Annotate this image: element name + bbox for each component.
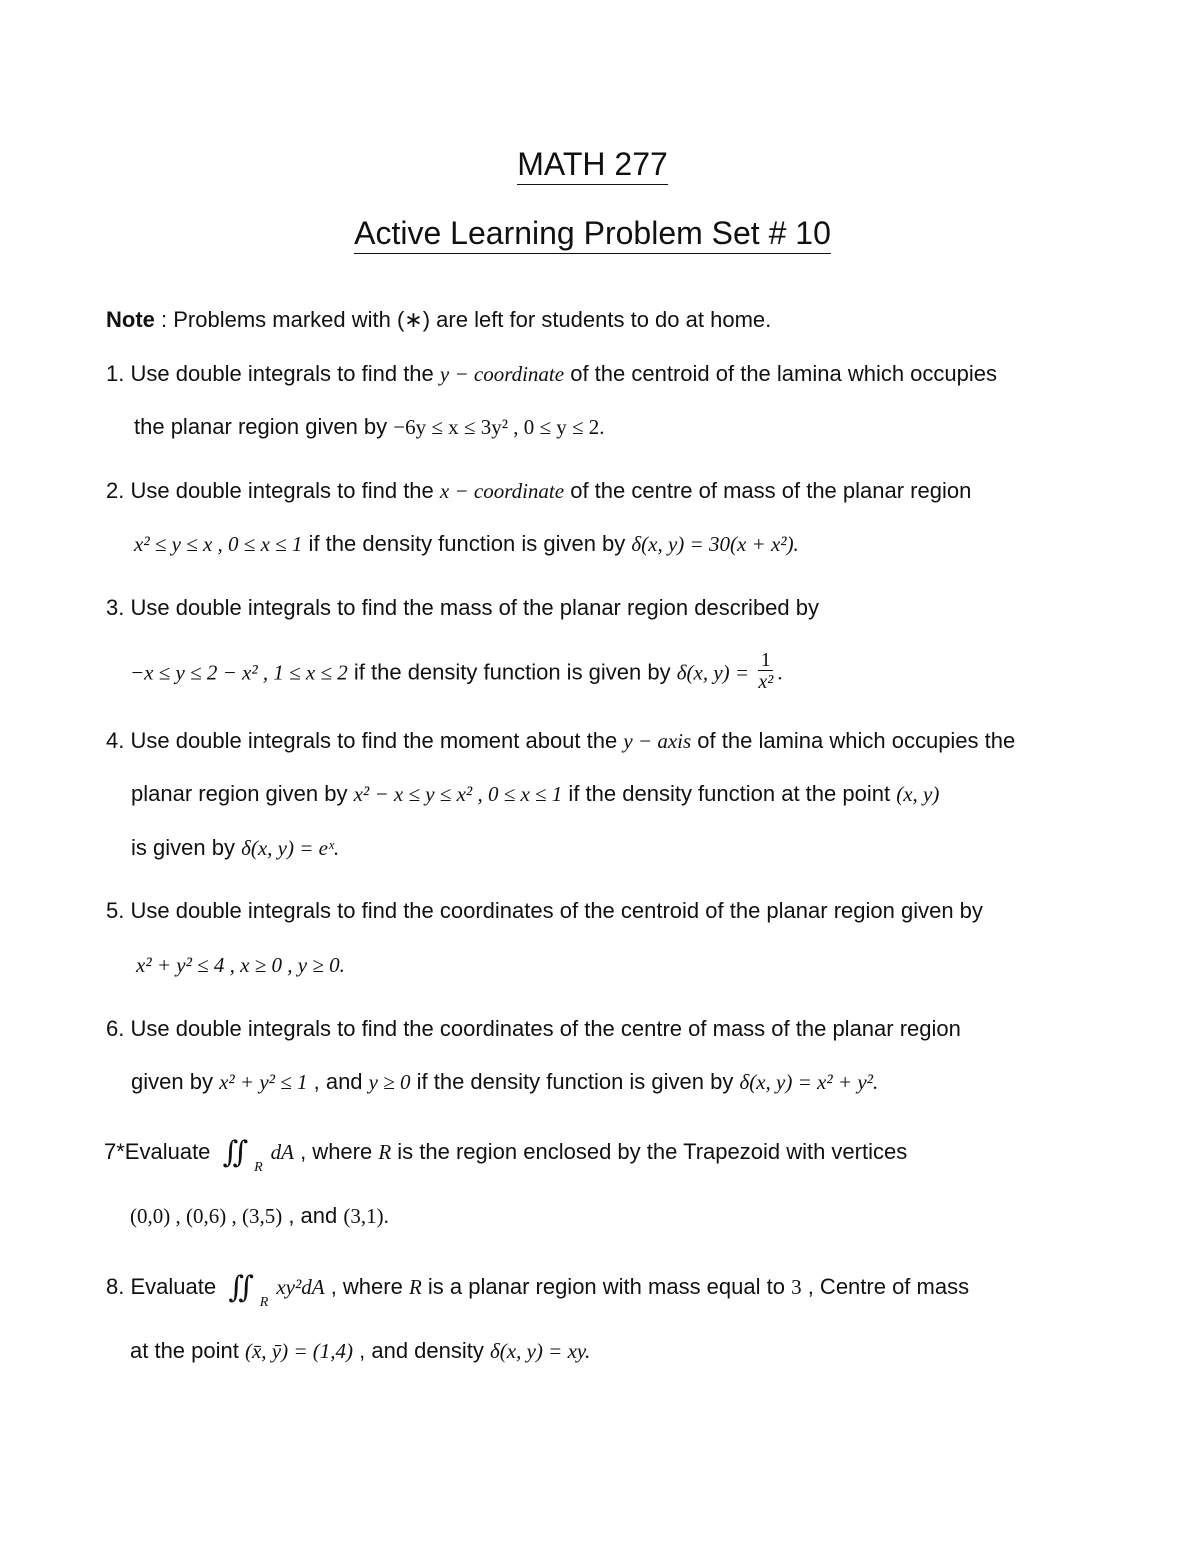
double-integral-icon: ∬ — [228, 1270, 248, 1305]
math-expression: x − coordinate — [439, 479, 565, 503]
problem-7-line-2: (0,0) , (0,6) , (3,5) , and (3,1). — [130, 1203, 389, 1228]
note-text: : Problems marked with (∗) are left for students to do at home. — [154, 307, 772, 332]
math-expression: y ≥ 0 — [368, 1070, 411, 1094]
math-expression: δ(x, y) = eˣ. — [241, 836, 340, 860]
fraction: $\frac{1}{\text{x²}}$ — [758, 649, 774, 693]
note-line — [106, 306, 771, 334]
double-integral-icon: ∬ — [222, 1135, 243, 1170]
problem-8: 8. Evaluate ∬ $_R$xy²dA , where R is a planar region with mass equal to 3 , Centre of mass — [106, 1270, 970, 1310]
problem-number: 1. — [106, 361, 125, 386]
math-expression: (0,0) , (0,6) , (3,5) — [130, 1204, 283, 1228]
problem-3-line-2: −x ≤ y ≤ 2 − x² , 1 ≤ x ≤ 2 if the density function is given by δ(x, y) = $\frac{1}{\text{x²}}$ . — [130, 649, 783, 693]
problem-number: 2. — [106, 478, 125, 503]
math-expression: x² − x ≤ y ≤ x² , 0 ≤ x ≤ 1 — [353, 782, 563, 806]
integrand: dA — [270, 1140, 294, 1164]
course-title: MATH 277 — [0, 144, 1185, 184]
math-expression: (x̄, ȳ) = (1,4) — [244, 1339, 354, 1363]
note-label: Note — [106, 307, 155, 332]
math-expression: x² + y² ≤ 4 , x ≥ 0 , y ≥ 0. — [136, 953, 345, 977]
math-expression: δ(x, y) = — [676, 660, 755, 685]
integral-region-label: R — [254, 1160, 263, 1175]
problem-number: 4. — [106, 728, 125, 753]
problem-2: 2. Use double integrals to find the x − coordinate of the centre of mass of the planar region — [106, 478, 972, 503]
math-expression: δ(x, y) = x² + y². — [739, 1070, 879, 1094]
math-expression: δ(x, y) = xy. — [490, 1339, 591, 1363]
problem-3: 3. Use double integrals to find the mass of the planar region described by — [106, 595, 819, 620]
problem-number: 8. — [106, 1274, 125, 1299]
problem-4-line-2: planar region given by x² − x ≤ y ≤ x² , 0 ≤ x ≤ 1 if the density function at the point (x, y) — [131, 781, 940, 806]
math-expression: (x, y) — [896, 782, 940, 806]
problem-number: 5. — [106, 898, 125, 923]
math-expression: −x ≤ y ≤ 2 − x² , 1 ≤ x ≤ 2 — [130, 660, 348, 685]
problem-6: 6. Use double integrals to find the coordinates of the centre of mass of the planar region — [106, 1016, 961, 1041]
problem-4: 4. Use double integrals to find the moment about the y − axis of the lamina which occupies the — [106, 728, 1016, 753]
problem-6-line-2: given by x² + y² ≤ 1 , and y ≥ 0 if the density function is given by δ(x, y) = x² + y². — [131, 1069, 879, 1094]
problem-5-line-2 — [136, 951, 345, 979]
problem-number: 6. — [106, 1016, 125, 1041]
problem-5: 5. Use double integrals to find the coordinates of the centroid of the planar region given by — [106, 898, 983, 923]
math-expression: δ(x, y) = 30(x + x²). — [631, 532, 799, 556]
integral-region-label: R — [259, 1295, 269, 1310]
integrand: xy²dA — [276, 1275, 325, 1299]
problem-1: 1. Use double integrals to find the y − coordinate of the centroid of the lamina which occupies — [106, 361, 998, 386]
problem-1-line-2: the planar region given by −6y ≤ x ≤ 3y² , 0 ≤ y ≤ 2. — [134, 414, 605, 439]
math-expression: x² + y² ≤ 1 — [219, 1070, 308, 1094]
problem-7: 7*Evaluate ∬ $_R$dA , where R is the region enclosed by the Trapezoid with vertices — [104, 1135, 908, 1175]
math-expression: x² ≤ y ≤ x , 0 ≤ x ≤ 1 — [134, 532, 303, 556]
math-expression: −6y ≤ x ≤ 3y² , 0 ≤ y ≤ 2. — [393, 415, 605, 439]
problem-8-line-2: at the point (x̄, ȳ) = (1,4) , and density δ(x, y) = xy. — [130, 1338, 591, 1363]
math-expression: y − coordinate — [439, 362, 565, 386]
math-expression: (3,1). — [343, 1204, 389, 1228]
math-expression: y − axis — [623, 729, 692, 753]
problem-2-line-2: x² ≤ y ≤ x , 0 ≤ x ≤ 1 if the density function is given by δ(x, y) = 30(x + x²). — [134, 531, 799, 556]
problem-set-title: Active Learning Problem Set # 10 — [0, 213, 1185, 253]
problem-number: 3. — [106, 595, 125, 620]
problem-number: 7* — [104, 1139, 125, 1164]
problem-4-line-3: is given by δ(x, y) = eˣ. — [131, 835, 340, 860]
